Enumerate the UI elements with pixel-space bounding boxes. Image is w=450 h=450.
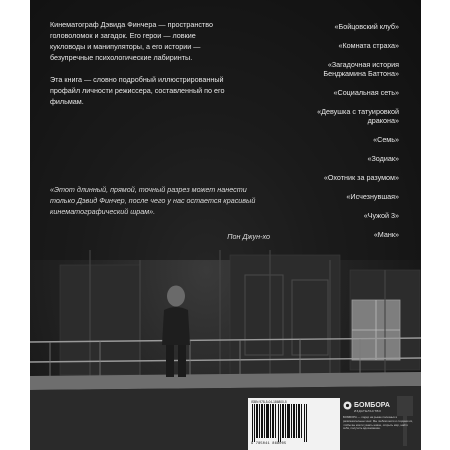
barcode-box bbox=[248, 398, 340, 450]
film-title: «Загадочная история Бенджамина Баттона» bbox=[323, 60, 399, 78]
publisher-sub: ИЗДАТЕЛЬСТВО bbox=[354, 409, 382, 413]
quote-text: «Этот длинный, прямой, точный разрез может нанести только Дэвид Финчер, после чего у нас остается красивый кинематографический шрам». bbox=[50, 185, 256, 216]
film-title: «Исчезнувшая» bbox=[346, 192, 399, 201]
description-paragraph: Эта книга — словно подробный иллюстрированный профайл личности режиссера, составленный по его фильмам. bbox=[50, 75, 225, 106]
film-list bbox=[289, 22, 399, 249]
film-title: «Зодиак» bbox=[367, 154, 399, 163]
barcode-digits: 9 785041 868005 bbox=[251, 442, 287, 446]
film-title: «Чужой 3» bbox=[363, 211, 399, 220]
publisher-block bbox=[343, 401, 415, 449]
film-title: «Комната страха» bbox=[338, 41, 399, 50]
publisher-fine-print: БОМБОРА — лидер на рынке полезных и развлекательных книг. Мы любим книги и создаем их, чтобы вы могли узнать новое, открыть мир, найти себя, получить вдохновение. bbox=[343, 415, 413, 431]
publisher-mark-icon bbox=[343, 401, 352, 410]
back-cover bbox=[30, 0, 421, 450]
quote-author: Пон Джун-хо bbox=[227, 232, 270, 241]
film-title: «Девушка с татуировкой дракона» bbox=[317, 107, 399, 125]
director-figure bbox=[162, 286, 190, 378]
film-title: «Социальная сеть» bbox=[333, 88, 399, 97]
isbn-label: ISBN 978-5-04-186800-5 bbox=[251, 400, 287, 404]
film-title: «Охотник за разумом» bbox=[323, 173, 399, 182]
barcode-icon bbox=[251, 404, 309, 442]
film-title: «Семь» bbox=[373, 135, 399, 144]
description-paragraph: Кинематограф Дэвида Финчера — пространство головоломок и загадок. Его герои — ловкие кукловоды и манипуляторы, а его истории — безупречные психологические лабиринты. bbox=[50, 20, 213, 62]
book-description bbox=[50, 19, 225, 107]
publisher-name: БОМБОРА bbox=[354, 402, 390, 409]
film-title: «Манк» bbox=[373, 230, 399, 239]
film-title: «Бойцовский клуб» bbox=[334, 22, 399, 31]
